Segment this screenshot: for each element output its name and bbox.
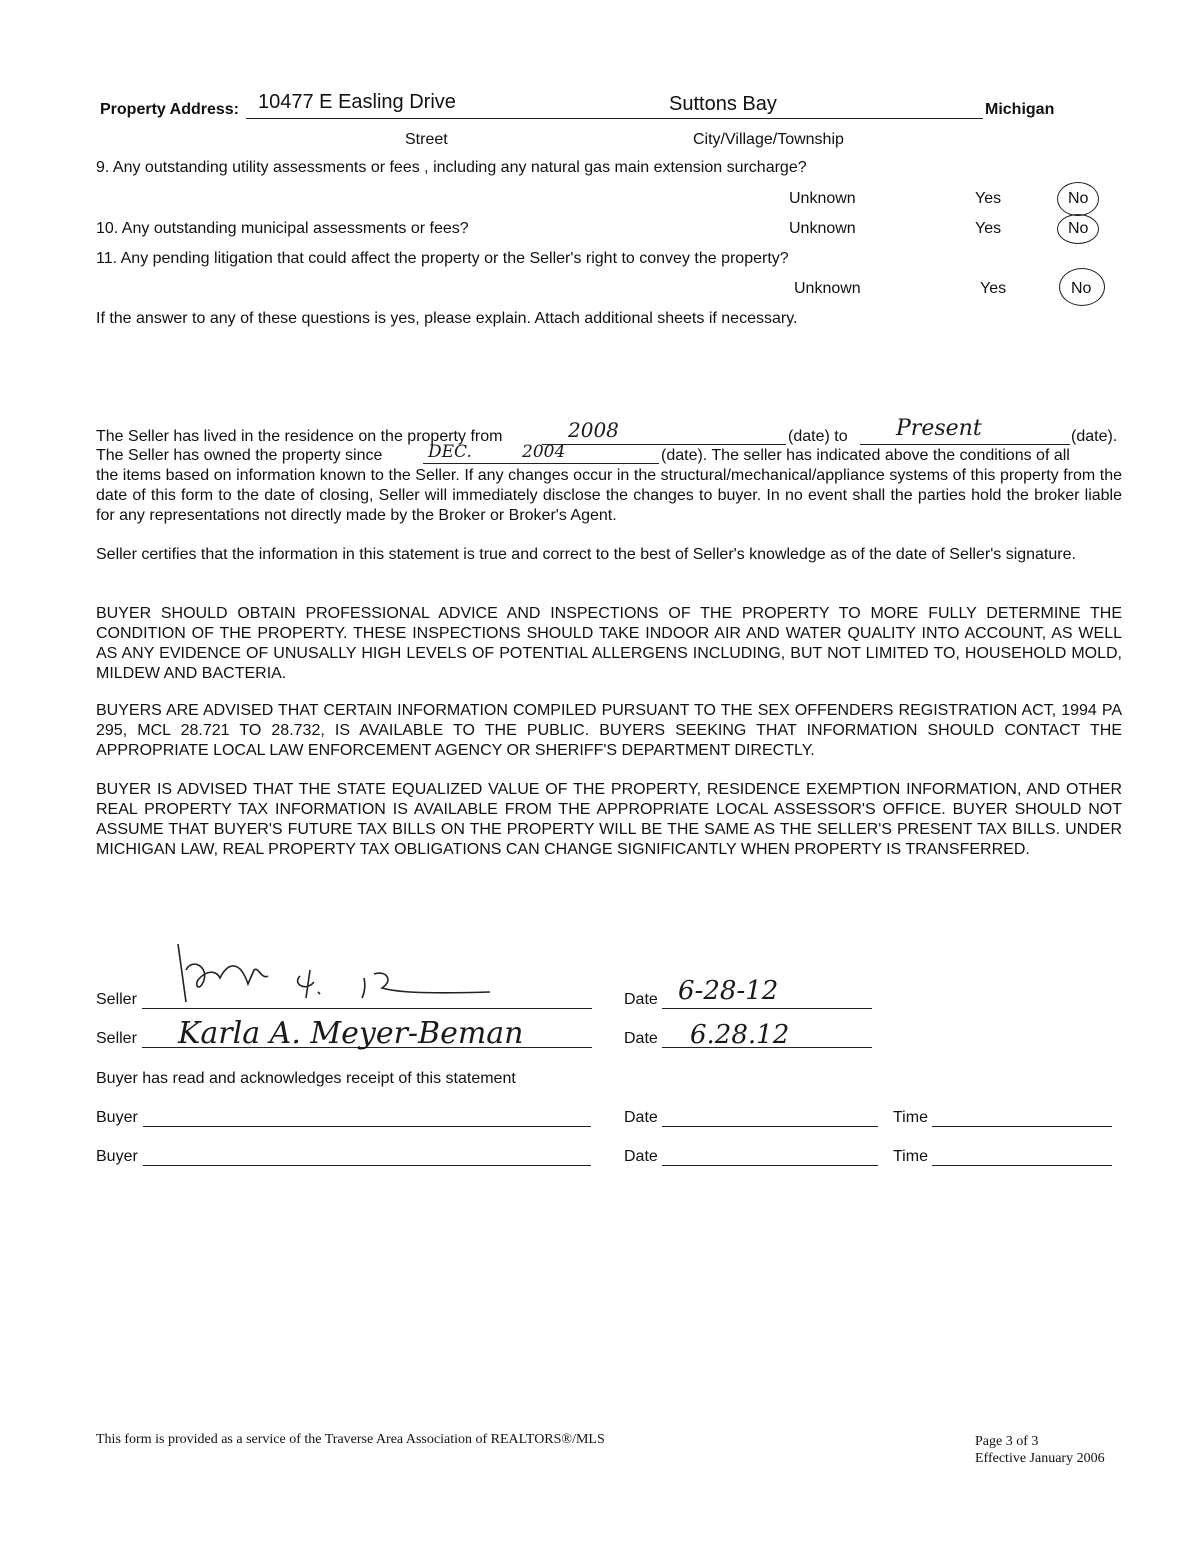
street-caption: Street	[405, 131, 448, 148]
seller1-label: Seller	[96, 991, 137, 1008]
buyer1-date-label: Date	[624, 1109, 658, 1126]
date-end: (date).	[1071, 428, 1118, 445]
answer-circle-11	[1059, 268, 1105, 306]
buyer2-time-line[interactable]	[932, 1165, 1112, 1166]
footer-effective: Effective January 2006	[975, 1451, 1105, 1466]
date-to-label: (date) to	[788, 428, 848, 445]
seller2-date-label: Date	[624, 1030, 658, 1047]
buyer2-time-label: Time	[893, 1148, 928, 1165]
question-11-unknown: Unknown	[794, 280, 861, 297]
lived-from-value: 2008	[568, 418, 619, 442]
seller1-date-label: Date	[624, 991, 658, 1008]
buyer2-label: Buyer	[96, 1148, 138, 1165]
buyer-ack: Buyer has read and acknowledges receipt of this statement	[96, 1070, 516, 1087]
lived-to-line	[860, 444, 1070, 445]
seller1-signature	[150, 940, 510, 1012]
state-value: Michigan	[985, 101, 1055, 118]
buyer1-date-line[interactable]	[662, 1126, 878, 1127]
question-9-yes: Yes	[975, 190, 1002, 207]
buyer1-time-line[interactable]	[932, 1126, 1112, 1127]
seller2-date-value: 6.28.12	[690, 1020, 790, 1050]
address-label: Property Address:	[100, 101, 239, 118]
question-10-no: No	[1068, 220, 1089, 237]
owned-prefix: The Seller has owned the property since	[96, 447, 383, 464]
question-10-text: 10. Any outstanding municipal assessments or fees?	[96, 220, 469, 237]
city-value: Suttons Bay	[669, 93, 777, 115]
owned-since-month: DEC.	[428, 442, 472, 462]
notice-tax: BUYER IS ADVISED THAT THE STATE EQUALIZED VALUE OF THE PROPERTY, RESIDENCE EXEMPTION INFORMATION, AND OTHER REAL PROPERTY TAX INFORMATION IS AVAILABLE FROM THE APPROPRIATE LOCAL ASSESSOR'S OFFICE. BUYER SHOULD NOT ASSUME THAT BUYER'S FUTURE TAX BILLS ON THE PROPERTY WILL BE THE SAME AS THE SELLER'S PRESENT TAX BILLS. UNDER MICHIGAN LAW, REAL PROPERTY TAX OBLIGATIONS CAN CHANGE SIGNIFICANTLY WHEN PROPERTY IS TRANSFERRED.	[96, 781, 1122, 858]
footer-service-note: This form is provided as a service of the Traverse Area Association of REALTORS®/MLS	[96, 1432, 605, 1447]
buyer2-date-line[interactable]	[662, 1165, 878, 1166]
answer-circle-9	[1057, 182, 1099, 216]
question-11-yes: Yes	[980, 280, 1007, 297]
notice-offenders: BUYERS ARE ADVISED THAT CERTAIN INFORMATION COMPILED PURSUANT TO THE SEX OFFENDERS REGISTRATION ACT, 1994 PA 295, MCL 28.721 TO 28.732, IS AVAILABLE TO THE PUBLIC. BUYERS SEEKING THAT INFORMATION SHOULD CONTACT THE APPROPRIATE LOCAL LAW ENFORCEMENT AGENCY OR SHERIFF'S DEPARTMENT DIRECTLY.	[96, 702, 1122, 759]
address-line	[246, 118, 983, 119]
question-9-no: No	[1068, 190, 1089, 207]
buyer1-line[interactable]	[143, 1126, 591, 1127]
certify-paragraph: Seller certifies that the information in this statement is true and correct to the best of Seller's knowledge as of the date of Seller's signature.	[96, 546, 1076, 563]
lived-prefix: The Seller has lived in the residence on the property from	[96, 428, 503, 445]
question-9-text: 9. Any outstanding utility assessments or fees , including any natural gas main extension surcharge?	[96, 159, 807, 176]
owned-since-year: 2004	[522, 442, 566, 462]
lived-from-line	[542, 444, 786, 445]
question-11-text: 11. Any pending litigation that could affect the property or the Seller's right to convey the property?	[96, 250, 789, 267]
question-10-yes: Yes	[975, 220, 1002, 237]
seller1-date-value: 6-28-12	[678, 976, 779, 1006]
residence-paragraph: the items based on information known to the Seller. If any changes occur in the structural/mechanical/appliance systems of this property from the date of this form to the date of closing, Seller will immediately disclose the changes to buyer. In no event shall the parties hold the broker liable for any representations not directly made by the Broker or Broker's Agent.	[96, 467, 1122, 524]
owned-since-line	[423, 463, 659, 464]
explain-note: If the answer to any of these questions is yes, please explain. Attach additional sheets if necessary.	[96, 310, 798, 327]
owned-suffix: (date). The seller has indicated above the conditions of all	[661, 447, 1070, 464]
question-10-unknown: Unknown	[789, 220, 856, 237]
footer-page: Page 3 of 3	[975, 1434, 1039, 1449]
buyer1-time-label: Time	[893, 1109, 928, 1126]
buyer2-date-label: Date	[624, 1148, 658, 1165]
buyer1-label: Buyer	[96, 1109, 138, 1126]
lived-to-value: Present	[896, 416, 982, 441]
seller1-date-line	[662, 1008, 872, 1009]
buyer2-line[interactable]	[143, 1165, 591, 1166]
seller2-label: Seller	[96, 1030, 137, 1047]
city-caption: City/Village/Township	[693, 131, 844, 148]
street-value: 10477 E Easling Drive	[258, 91, 456, 113]
notice-inspections: BUYER SHOULD OBTAIN PROFESSIONAL ADVICE AND INSPECTIONS OF THE PROPERTY TO MORE FULLY DETERMINE THE CONDITION OF THE PROPERTY. THESE INSPECTIONS SHOULD TAKE INDOOR AIR AND WATER QUALITY INTO ACCOUNT, AS WELL AS ANY EVIDENCE OF UNUSALLY HIGH LEVELS OF POTENTIAL ALLERGENS INCLUDING, BUT NOT LIMITED TO, HOUSEHOLD MOLD, MILDEW AND BACTERIA.	[96, 605, 1122, 682]
question-11-no: No	[1071, 280, 1092, 297]
question-9-unknown: Unknown	[789, 190, 856, 207]
answer-circle-10	[1057, 214, 1099, 244]
seller2-signature: Karla A. Meyer-Beman	[178, 1016, 524, 1051]
